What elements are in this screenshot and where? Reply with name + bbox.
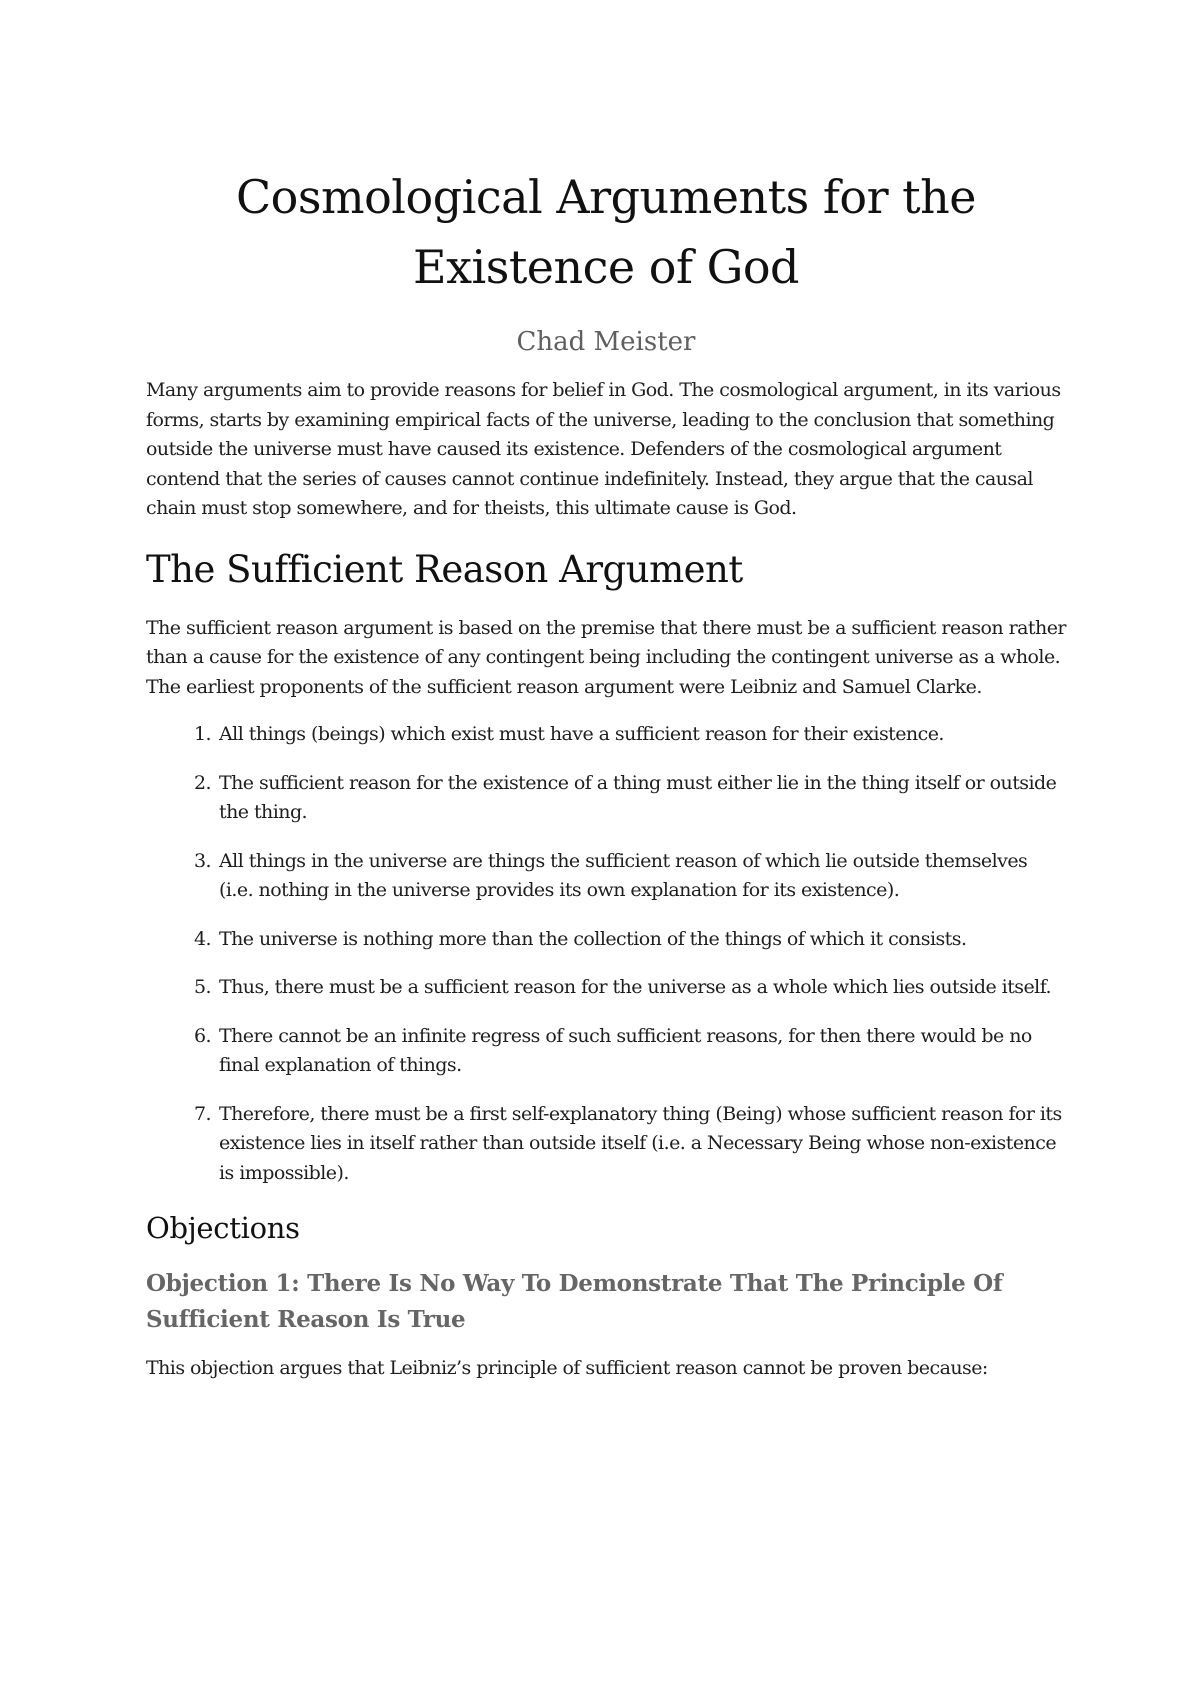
premise-text: All things in the universe are things the sufficient reason of which lie outside themselves (i.e. nothing in the universe provides its own explanation for its existence).: [219, 849, 1028, 901]
premise-item: [146, 1100, 1066, 1189]
premise-item: [146, 847, 1066, 906]
premise-item: [146, 769, 1066, 828]
premise-number: 4.: [193, 927, 211, 950]
objection-1-paragraph: This objection argues that Leibniz’s principle of sufficient reason cannot be proven because:: [146, 1357, 988, 1379]
premise-number: 5.: [193, 976, 211, 998]
premise-text: Thus, there must be a sufficient reason for the universe as a whole which lies outside itself.: [219, 976, 1051, 998]
premise-item: [146, 973, 1066, 1003]
premise-number: 1.: [193, 723, 211, 745]
section-paragraph: The sufficient reason argument is based on the premise that there must be a sufficient reason rather than a cause for the existence of any contingent being including the contingent universe as a whole. The earliest proponents of the sufficient reason argument were Leibniz and Samuel Clarke.: [146, 616, 1066, 698]
premise-number: 3.: [193, 849, 211, 872]
document-content: [146, 162, 1066, 1384]
document-title: Cosmological Arguments for the Existence of God: [235, 170, 977, 294]
objections-heading: Objections: [146, 1211, 300, 1245]
section-heading: The Sufficient Reason Argument: [146, 547, 743, 591]
premise-text: There cannot be an infinite regress of such sufficient reasons, for then there would be no final explanation of things.: [219, 1024, 1032, 1076]
objection-1-heading: Objection 1: There Is No Way To Demonstrate That The Principle Of Sufficient Reason Is True: [146, 1270, 1003, 1333]
premise-number: 7.: [193, 1102, 211, 1125]
premise-text: The sufficient reason for the existence of a thing must either lie in the thing itself or outside the thing.: [219, 771, 1057, 823]
premise-text: The universe is nothing more than the collection of the things of which it consists.: [219, 927, 967, 950]
premise-item: [146, 1022, 1066, 1081]
premise-text: All things (beings) which exist must have a sufficient reason for their existence.: [219, 723, 944, 745]
premise-item: [146, 925, 1066, 955]
document-author: Chad Meister: [516, 327, 696, 357]
premise-item: [146, 720, 1066, 750]
premise-list: [146, 720, 1066, 1188]
premise-number: 6.: [193, 1024, 211, 1047]
premise-text: Therefore, there must be a first self-explanatory thing (Being) whose sufficient reason for its existence lies in itself rather than outside itself (i.e. a Necessary Being whose non-existence is impossible).: [219, 1102, 1062, 1184]
premise-number: 2.: [193, 771, 211, 794]
intro-paragraph: Many arguments aim to provide reasons for belief in God. The cosmological argument, in its various forms, starts by examining empirical facts of the universe, leading to the conclusion that something outside the universe must have caused its existence. Defenders of the cosmological argument contend that the series of causes cannot continue indefinitely. Instead, they argue that the causal chain must stop somewhere, and for theists, this ultimate cause is God.: [146, 379, 1061, 519]
